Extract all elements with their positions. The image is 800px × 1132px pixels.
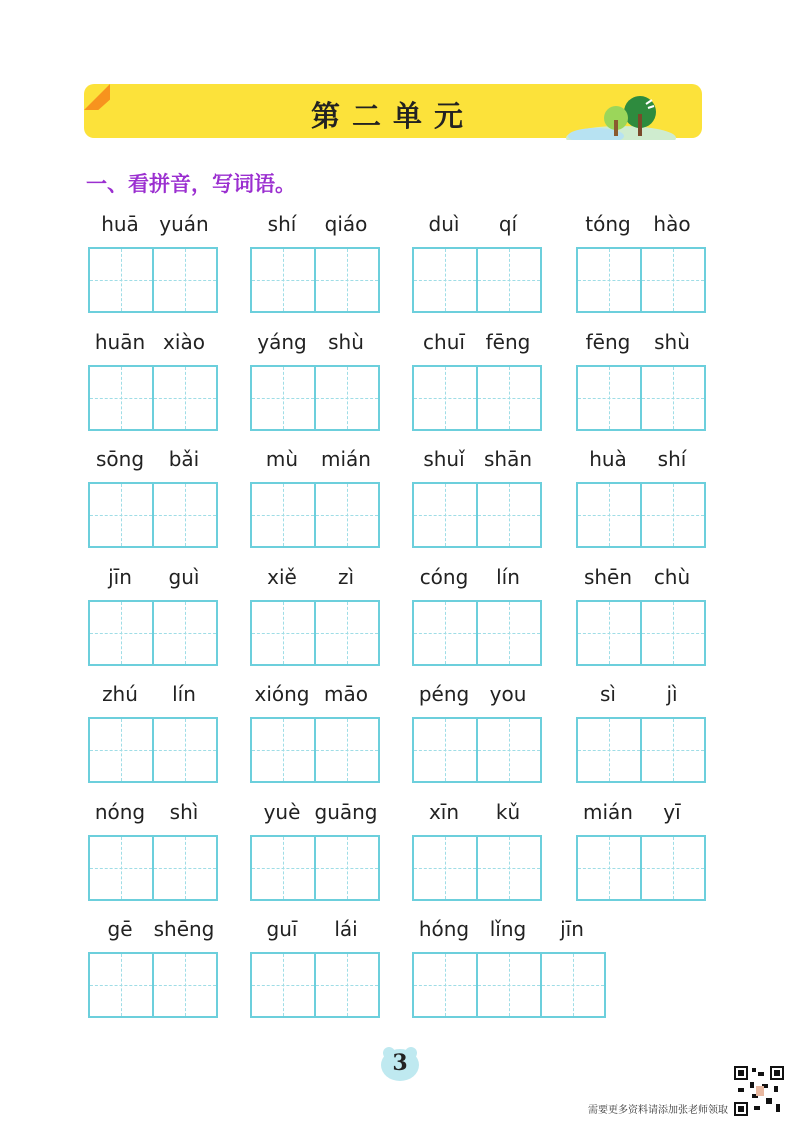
writing-box[interactable]: [314, 952, 380, 1018]
writing-box[interactable]: [88, 247, 154, 313]
writing-box[interactable]: [88, 835, 154, 901]
guide-line-vertical: [185, 954, 186, 1016]
writing-box[interactable]: [314, 600, 380, 666]
pinyin-label: sì: [600, 682, 616, 706]
qr-code-icon: [734, 1066, 784, 1116]
guide-line-vertical: [185, 484, 186, 546]
guide-line-vertical: [347, 837, 348, 899]
writing-box[interactable]: [250, 482, 316, 548]
writing-box[interactable]: [412, 482, 478, 548]
pinyin-label: lín: [496, 565, 520, 589]
page-number: 3: [392, 1050, 408, 1076]
guide-line-vertical: [185, 719, 186, 781]
guide-line-vertical: [185, 837, 186, 899]
guide-line-vertical: [609, 367, 610, 429]
guide-line-vertical: [283, 484, 284, 546]
writing-box[interactable]: [314, 482, 380, 548]
writing-box[interactable]: [476, 365, 542, 431]
pinyin-label: yáng: [257, 330, 307, 354]
pinyin-label: huān: [94, 330, 146, 354]
guide-line-vertical: [347, 484, 348, 546]
writing-box[interactable]: [640, 247, 706, 313]
pinyin-label: fēng: [585, 330, 631, 354]
guide-line-vertical: [121, 954, 122, 1016]
pinyin-label: guī: [266, 917, 298, 941]
guide-line-vertical: [673, 484, 674, 546]
writing-box[interactable]: [576, 482, 642, 548]
pinyin-label: zhú: [102, 682, 138, 706]
guide-line-vertical: [347, 719, 348, 781]
guide-line-vertical: [445, 249, 446, 311]
guide-line-vertical: [509, 367, 510, 429]
pinyin-label: guāng: [314, 800, 378, 824]
guide-line-vertical: [673, 249, 674, 311]
guide-line-vertical: [609, 484, 610, 546]
writing-box[interactable]: [412, 952, 478, 1018]
writing-box[interactable]: [476, 247, 542, 313]
writing-box[interactable]: [250, 247, 316, 313]
footer-note: 需要更多资料请添加张老师领取: [588, 1105, 728, 1116]
writing-box[interactable]: [314, 365, 380, 431]
writing-box[interactable]: [152, 835, 218, 901]
writing-box[interactable]: [314, 835, 380, 901]
pinyin-label: yuè: [263, 800, 301, 824]
pinyin-label: shì: [169, 800, 199, 824]
pinyin-label: lái: [334, 917, 358, 941]
writing-box[interactable]: [152, 365, 218, 431]
writing-box[interactable]: [476, 952, 542, 1018]
unit-title: 第二单元: [310, 99, 475, 133]
writing-box[interactable]: [152, 600, 218, 666]
pinyin-label: xióng: [254, 682, 310, 706]
pinyin-label: mián: [321, 447, 371, 471]
guide-line-vertical: [673, 367, 674, 429]
writing-box[interactable]: [640, 835, 706, 901]
pinyin-label: shān: [483, 447, 533, 471]
writing-box[interactable]: [152, 482, 218, 548]
pinyin-label: qí: [498, 212, 518, 236]
pinyin-label: mù: [265, 447, 299, 471]
writing-box[interactable]: [250, 600, 316, 666]
pinyin-label: huā: [101, 212, 139, 236]
guide-line-vertical: [283, 249, 284, 311]
guide-line-vertical: [347, 602, 348, 664]
pinyin-label: sōng: [95, 447, 145, 471]
writing-box[interactable]: [88, 600, 154, 666]
guide-line-vertical: [347, 954, 348, 1016]
pinyin-label: cóng: [419, 565, 469, 589]
pinyin-label: fēng: [485, 330, 531, 354]
guide-line-vertical: [185, 602, 186, 664]
writing-box[interactable]: [250, 717, 316, 783]
writing-box[interactable]: [576, 365, 642, 431]
guide-line-vertical: [509, 719, 510, 781]
pinyin-label: duì: [428, 212, 460, 236]
writing-box[interactable]: [640, 717, 706, 783]
pinyin-label: you: [489, 682, 527, 706]
guide-line-vertical: [509, 249, 510, 311]
pinyin-label: guì: [168, 565, 200, 589]
writing-box[interactable]: [412, 717, 478, 783]
pinyin-label: yuán: [159, 212, 209, 236]
guide-line-vertical: [283, 719, 284, 781]
guide-line-vertical: [283, 367, 284, 429]
writing-box[interactable]: [576, 600, 642, 666]
guide-line-vertical: [445, 954, 446, 1016]
writing-box[interactable]: [576, 247, 642, 313]
guide-line-vertical: [673, 602, 674, 664]
writing-box[interactable]: [476, 600, 542, 666]
writing-box[interactable]: [476, 482, 542, 548]
pinyin-label: jīn: [560, 917, 584, 941]
writing-box[interactable]: [412, 835, 478, 901]
pinyin-label: nóng: [94, 800, 146, 824]
pinyin-label: yī: [663, 800, 681, 824]
writing-box[interactable]: [88, 952, 154, 1018]
writing-box[interactable]: [152, 247, 218, 313]
pinyin-label: bǎi: [168, 447, 200, 471]
guide-line-vertical: [445, 484, 446, 546]
writing-box[interactable]: [476, 717, 542, 783]
pinyin-label: mián: [583, 800, 633, 824]
writing-box[interactable]: [412, 247, 478, 313]
pinyin-label: zì: [337, 565, 355, 589]
pinyin-label: kǔ: [495, 800, 521, 824]
guide-line-vertical: [121, 367, 122, 429]
writing-box[interactable]: [314, 717, 380, 783]
guide-line-vertical: [445, 719, 446, 781]
writing-box[interactable]: [640, 600, 706, 666]
pinyin-label: jì: [666, 682, 678, 706]
guide-line-vertical: [283, 954, 284, 1016]
pinyin-label: chù: [653, 565, 691, 589]
writing-box[interactable]: [576, 835, 642, 901]
pinyin-label: xīn: [428, 800, 460, 824]
guide-line-vertical: [609, 602, 610, 664]
writing-box[interactable]: [152, 717, 218, 783]
tree-icon: [566, 92, 676, 140]
guide-line-vertical: [121, 837, 122, 899]
writing-box[interactable]: [250, 365, 316, 431]
pinyin-label: huà: [589, 447, 627, 471]
guide-line-vertical: [445, 367, 446, 429]
pinyin-label: chuī: [423, 330, 465, 354]
pinyin-label: māo: [324, 682, 368, 706]
writing-box[interactable]: [640, 365, 706, 431]
guide-line-vertical: [609, 719, 610, 781]
pinyin-label: hóng: [418, 917, 470, 941]
page-number-badge: [380, 1045, 420, 1085]
pinyin-label: xiào: [163, 330, 205, 354]
writing-box[interactable]: [576, 717, 642, 783]
pinyin-label: gē: [107, 917, 133, 941]
pinyin-label: péng: [418, 682, 470, 706]
guide-line-vertical: [283, 837, 284, 899]
writing-box[interactable]: [88, 717, 154, 783]
pinyin-label: shù: [654, 330, 690, 354]
guide-line-vertical: [509, 484, 510, 546]
pinyin-label: jīn: [108, 565, 132, 589]
guide-line-vertical: [573, 954, 574, 1016]
pinyin-label: shí: [657, 447, 687, 471]
writing-box[interactable]: [88, 365, 154, 431]
writing-box[interactable]: [314, 247, 380, 313]
guide-line-vertical: [445, 602, 446, 664]
guide-line-vertical: [673, 837, 674, 899]
guide-line-vertical: [185, 367, 186, 429]
guide-line-vertical: [509, 602, 510, 664]
guide-line-vertical: [121, 484, 122, 546]
pinyin-label: hào: [653, 212, 691, 236]
writing-box[interactable]: [152, 952, 218, 1018]
guide-line-vertical: [445, 837, 446, 899]
pinyin-label: shí: [267, 212, 297, 236]
pinyin-label: shuǐ: [423, 447, 465, 471]
writing-box[interactable]: [88, 482, 154, 548]
guide-line-vertical: [673, 719, 674, 781]
pinyin-label: shēn: [583, 565, 633, 589]
guide-line-vertical: [121, 249, 122, 311]
writing-box[interactable]: [250, 835, 316, 901]
guide-line-vertical: [609, 249, 610, 311]
writing-box[interactable]: [412, 365, 478, 431]
pinyin-label: lín: [172, 682, 196, 706]
guide-line-vertical: [509, 954, 510, 1016]
guide-line-vertical: [609, 837, 610, 899]
guide-line-vertical: [283, 602, 284, 664]
pinyin-label: shēng: [153, 917, 215, 941]
pinyin-label: xiě: [267, 565, 297, 589]
pinyin-label: shù: [328, 330, 364, 354]
guide-line-vertical: [185, 249, 186, 311]
writing-box[interactable]: [540, 952, 606, 1018]
pinyin-label: tóng: [585, 212, 631, 236]
guide-line-vertical: [347, 367, 348, 429]
writing-box[interactable]: [476, 835, 542, 901]
writing-box[interactable]: [640, 482, 706, 548]
writing-box[interactable]: [412, 600, 478, 666]
guide-line-vertical: [347, 249, 348, 311]
pinyin-label: qiáo: [324, 212, 368, 236]
section-title: 一、看拼音，写词语。: [86, 172, 296, 196]
writing-box[interactable]: [250, 952, 316, 1018]
guide-line-vertical: [121, 719, 122, 781]
guide-line-vertical: [509, 837, 510, 899]
guide-line-vertical: [121, 602, 122, 664]
pinyin-label: lǐng: [489, 917, 527, 941]
